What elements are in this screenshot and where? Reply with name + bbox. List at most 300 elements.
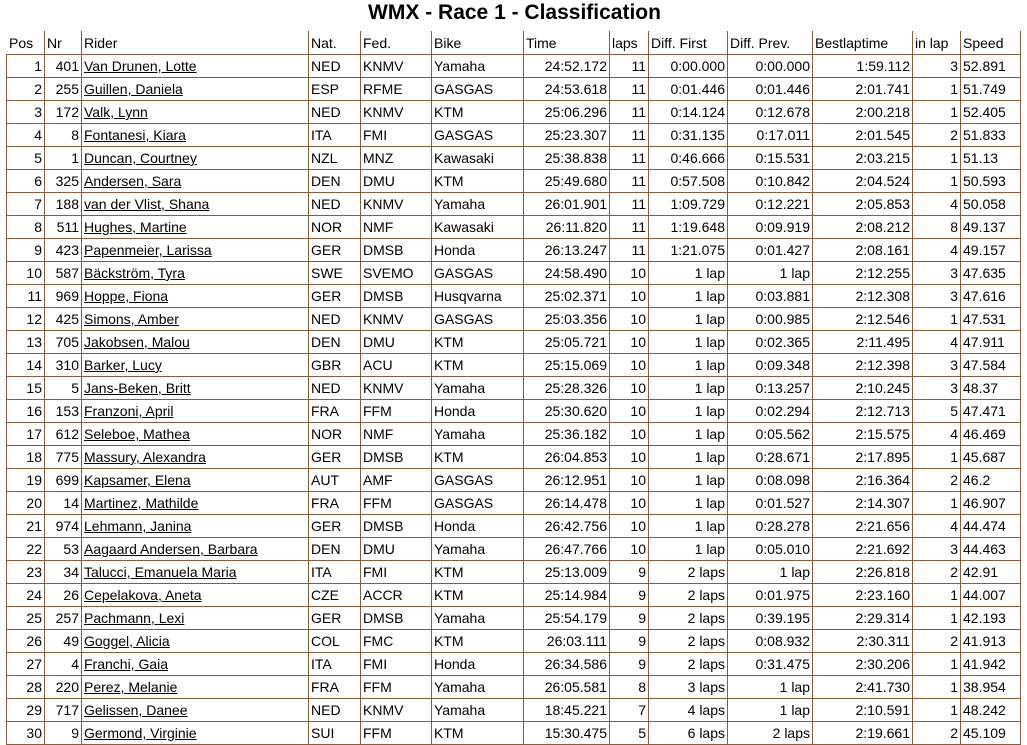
classification-table [6,31,1021,745]
cell-bestlaptime: 2:26.818 [813,561,913,584]
cell-speed: 48.37 [961,377,1021,400]
cell-pos: 22 [7,538,45,561]
cell-in-lap: 2 [913,722,961,745]
rider-link[interactable]: Van Drunen, Lotte [84,58,197,74]
cell-nr: 969 [45,285,82,308]
cell-in-lap: 1 [913,101,961,124]
cell-laps: 10 [610,538,649,561]
cell-diff-prev: 0:28.671 [728,446,813,469]
cell-time: 26:34.586 [524,653,610,676]
cell-fed: KNMV [361,193,432,216]
cell-diff-prev: 0:03.881 [728,285,813,308]
cell-nat: SUI [309,722,361,745]
cell-rider [82,722,309,745]
cell-bike: Honda [432,653,524,676]
cell-speed: 42.193 [961,607,1021,630]
cell-fed: KNMV [361,377,432,400]
cell-diff-first: 2 laps [649,561,728,584]
cell-fed: FMI [361,124,432,147]
cell-rider [82,469,309,492]
cell-laps: 10 [610,331,649,354]
cell-nr: 310 [45,354,82,377]
rider-link[interactable]: Duncan, Courtney [84,150,197,166]
cell-diff-prev: 0:31.475 [728,653,813,676]
cell-bike: Honda [432,239,524,262]
cell-laps: 11 [610,78,649,101]
rider-link[interactable]: Lehmann, Janina [84,518,192,534]
column-header-speed: Speed [961,32,1021,55]
cell-in-lap: 3 [913,538,961,561]
cell-nat: NOR [309,216,361,239]
cell-fed: AMF [361,469,432,492]
cell-nat: NZL [309,147,361,170]
cell-speed: 47.531 [961,308,1021,331]
table-row [7,722,1021,745]
cell-nr: 4 [45,653,82,676]
column-header-fed: Fed. [361,32,432,55]
cell-bike: GASGAS [432,262,524,285]
table-row [7,308,1021,331]
cell-nat: FRA [309,676,361,699]
cell-nat: COL [309,630,361,653]
cell-time: 26:14.478 [524,492,610,515]
cell-nat: NOR [309,423,361,446]
cell-diff-prev: 1 lap [728,262,813,285]
cell-fed: RFME [361,78,432,101]
cell-speed: 45.687 [961,446,1021,469]
cell-laps: 11 [610,101,649,124]
cell-laps: 10 [610,377,649,400]
cell-nr: 188 [45,193,82,216]
cell-bestlaptime: 2:19.661 [813,722,913,745]
cell-bike: GASGAS [432,492,524,515]
cell-diff-first: 1 lap [649,285,728,308]
cell-rider [82,446,309,469]
cell-nat: NED [309,101,361,124]
cell-rider [82,423,309,446]
cell-rider [82,124,309,147]
rider-link[interactable]: Barker, Lucy [84,357,162,373]
rider-link[interactable]: Franzoni, April [84,403,174,419]
cell-pos: 8 [7,216,45,239]
cell-nr: 9 [45,722,82,745]
cell-nat: DEN [309,170,361,193]
table-row [7,216,1021,239]
cell-bestlaptime: 2:12.398 [813,354,913,377]
cell-bike: Yamaha [432,676,524,699]
cell-in-lap: 1 [913,492,961,515]
cell-speed: 49.137 [961,216,1021,239]
column-header-pos: Pos [7,32,45,55]
cell-diff-first: 2 laps [649,584,728,607]
cell-nat: NED [309,308,361,331]
cell-nr: 5 [45,377,82,400]
cell-bike: KTM [432,722,524,745]
cell-laps: 11 [610,193,649,216]
cell-pos: 19 [7,469,45,492]
cell-pos: 28 [7,676,45,699]
cell-in-lap: 3 [913,354,961,377]
cell-time: 25:05.721 [524,331,610,354]
cell-rider [82,170,309,193]
cell-nr: 172 [45,101,82,124]
cell-diff-first: 1 lap [649,354,728,377]
cell-laps: 10 [610,308,649,331]
cell-in-lap: 1 [913,147,961,170]
rider-link[interactable]: Franchi, Gaia [84,656,169,672]
cell-bestlaptime: 2:16.364 [813,469,913,492]
cell-time: 25:14.984 [524,584,610,607]
rider-link[interactable]: Cepelakova, Aneta [84,587,202,603]
cell-bestlaptime: 2:15.575 [813,423,913,446]
cell-time: 25:02.371 [524,285,610,308]
cell-fed: DMU [361,538,432,561]
cell-bestlaptime: 2:21.692 [813,538,913,561]
cell-speed: 51.13 [961,147,1021,170]
cell-time: 26:12.951 [524,469,610,492]
cell-bike: Honda [432,400,524,423]
cell-bestlaptime: 2:23.160 [813,584,913,607]
rider-link[interactable]: Gelissen, Danee [84,702,188,718]
cell-bike: KTM [432,630,524,653]
cell-in-lap: 2 [913,124,961,147]
cell-pos: 4 [7,124,45,147]
cell-rider [82,55,309,78]
cell-bestlaptime: 2:03.215 [813,147,913,170]
cell-time: 25:13.009 [524,561,610,584]
cell-time: 25:15.069 [524,354,610,377]
cell-diff-prev: 1 lap [728,561,813,584]
cell-bike: Honda [432,515,524,538]
cell-nat: FRA [309,400,361,423]
cell-in-lap: 2 [913,469,961,492]
cell-diff-prev: 0:10.842 [728,170,813,193]
cell-nr: 34 [45,561,82,584]
cell-time: 25:28.326 [524,377,610,400]
column-header-laps: laps [610,32,649,55]
cell-time: 25:38.838 [524,147,610,170]
rider-link[interactable]: Massury, Alexandra [84,449,206,465]
rider-link[interactable]: Papenmeier, Larissa [84,242,212,258]
cell-pos: 15 [7,377,45,400]
cell-bestlaptime: 2:30.206 [813,653,913,676]
table-row [7,607,1021,630]
cell-fed: FFM [361,400,432,423]
cell-in-lap: 5 [913,400,961,423]
column-header-time: Time [524,32,610,55]
cell-diff-prev: 0:08.932 [728,630,813,653]
cell-laps: 11 [610,239,649,262]
cell-diff-prev: 2 laps [728,722,813,745]
cell-nr: 153 [45,400,82,423]
cell-fed: ACU [361,354,432,377]
cell-in-lap: 1 [913,699,961,722]
cell-rider [82,676,309,699]
cell-nr: 401 [45,55,82,78]
cell-pos: 20 [7,492,45,515]
rider-link[interactable]: van der Vlist, Shana [84,196,210,212]
cell-diff-prev: 0:09.919 [728,216,813,239]
cell-laps: 9 [610,607,649,630]
cell-time: 25:23.307 [524,124,610,147]
cell-bestlaptime: 2:00.218 [813,101,913,124]
cell-fed: KNMV [361,55,432,78]
cell-nat: GER [309,239,361,262]
cell-time: 24:53.618 [524,78,610,101]
rider-link[interactable]: Andersen, Sara [84,173,182,189]
cell-in-lap: 1 [913,607,961,630]
cell-speed: 42.91 [961,561,1021,584]
rider-link[interactable]: Simons, Amber [84,311,179,327]
cell-fed: DMU [361,331,432,354]
cell-pos: 7 [7,193,45,216]
cell-bike: Husqvarna [432,285,524,308]
cell-rider [82,78,309,101]
cell-nr: 1 [45,147,82,170]
cell-time: 18:45.221 [524,699,610,722]
cell-speed: 47.911 [961,331,1021,354]
cell-bestlaptime: 2:17.895 [813,446,913,469]
cell-bike: KTM [432,354,524,377]
cell-in-lap: 2 [913,561,961,584]
cell-speed: 46.907 [961,492,1021,515]
cell-rider [82,492,309,515]
table-row [7,492,1021,515]
cell-pos: 14 [7,354,45,377]
cell-nat: GER [309,515,361,538]
cell-in-lap: 4 [913,193,961,216]
rider-link[interactable]: Talucci, Emanuela Maria [84,564,237,580]
rider-link[interactable]: Valk, Lynn [84,104,148,120]
cell-bestlaptime: 2:14.307 [813,492,913,515]
cell-speed: 46.469 [961,423,1021,446]
cell-fed: DMSB [361,285,432,308]
table-row [7,331,1021,354]
rider-link[interactable]: Jakobsen, Malou [84,334,190,350]
cell-diff-prev: 0:01.446 [728,78,813,101]
cell-diff-prev: 0:17.011 [728,124,813,147]
cell-laps: 9 [610,630,649,653]
cell-laps: 10 [610,515,649,538]
column-header-in-lap: in lap [913,32,961,55]
cell-diff-first: 4 laps [649,699,728,722]
cell-nat: GER [309,285,361,308]
cell-nat: ITA [309,653,361,676]
cell-nr: 220 [45,676,82,699]
cell-bike: Yamaha [432,607,524,630]
table-row [7,193,1021,216]
cell-nr: 699 [45,469,82,492]
cell-fed: DMU [361,170,432,193]
cell-bestlaptime: 2:04.524 [813,170,913,193]
column-header-diff-first: Diff. First [649,32,728,55]
cell-diff-prev: 0:00.985 [728,308,813,331]
table-row [7,239,1021,262]
cell-speed: 49.157 [961,239,1021,262]
cell-fed: FFM [361,676,432,699]
rider-link[interactable]: Martinez, Mathilde [84,495,199,511]
cell-nr: 587 [45,262,82,285]
cell-pos: 18 [7,446,45,469]
cell-diff-prev: 0:39.195 [728,607,813,630]
rider-link[interactable]: Seleboe, Mathea [84,426,190,442]
cell-bike: GASGAS [432,308,524,331]
cell-in-lap: 1 [913,308,961,331]
cell-time: 26:04.853 [524,446,610,469]
cell-diff-prev: 0:01.975 [728,584,813,607]
rider-link[interactable]: Guillen, Daniela [84,81,183,97]
cell-in-lap: 3 [913,55,961,78]
cell-in-lap: 8 [913,216,961,239]
rider-link[interactable]: Germond, Virginie [84,725,197,741]
cell-laps: 10 [610,446,649,469]
rider-link[interactable]: Perez, Melanie [84,679,178,695]
cell-in-lap: 1 [913,170,961,193]
cell-laps: 11 [610,216,649,239]
cell-fed: SVEMO [361,262,432,285]
cell-bike: Yamaha [432,423,524,446]
cell-in-lap: 3 [913,285,961,308]
cell-pos: 26 [7,630,45,653]
table-row [7,101,1021,124]
cell-time: 25:36.182 [524,423,610,446]
cell-diff-prev: 0:08.098 [728,469,813,492]
cell-diff-prev: 0:05.562 [728,423,813,446]
cell-nat: ESP [309,78,361,101]
cell-pos: 11 [7,285,45,308]
cell-bestlaptime: 2:10.591 [813,699,913,722]
cell-fed: NMF [361,216,432,239]
rider-link[interactable]: Bäckström, Tyra [84,265,185,281]
cell-diff-first: 1 lap [649,469,728,492]
cell-diff-first: 0:14.124 [649,101,728,124]
cell-rider [82,147,309,170]
cell-nr: 8 [45,124,82,147]
rider-link[interactable]: Jans-Beken, Britt [84,380,191,396]
cell-nat: DEN [309,538,361,561]
cell-speed: 47.471 [961,400,1021,423]
cell-in-lap: 2 [913,630,961,653]
cell-bestlaptime: 2:05.853 [813,193,913,216]
cell-bike: Yamaha [432,538,524,561]
cell-diff-prev: 0:01.427 [728,239,813,262]
cell-bestlaptime: 2:11.495 [813,331,913,354]
cell-diff-first: 1 lap [649,446,728,469]
rider-link[interactable]: Hughes, Martine [84,219,187,235]
cell-bike: KTM [432,561,524,584]
cell-bike: GASGAS [432,78,524,101]
cell-nat: DEN [309,331,361,354]
cell-rider [82,101,309,124]
cell-laps: 10 [610,400,649,423]
cell-bestlaptime: 2:21.656 [813,515,913,538]
cell-nr: 26 [45,584,82,607]
cell-diff-first: 0:31.135 [649,124,728,147]
cell-bike: KTM [432,446,524,469]
cell-rider [82,285,309,308]
cell-diff-first: 1:19.648 [649,216,728,239]
cell-bike: KTM [432,584,524,607]
cell-laps: 7 [610,699,649,722]
cell-diff-first: 1 lap [649,331,728,354]
cell-diff-first: 1 lap [649,377,728,400]
cell-diff-first: 1:09.729 [649,193,728,216]
cell-bike: KTM [432,331,524,354]
cell-time: 25:49.680 [524,170,610,193]
table-row [7,446,1021,469]
cell-pos: 3 [7,101,45,124]
column-header-nr: Nr [45,32,82,55]
cell-laps: 10 [610,469,649,492]
header-row [7,32,1021,55]
rider-link[interactable]: Pachmann, Lexi [84,610,185,626]
cell-rider [82,308,309,331]
cell-nr: 53 [45,538,82,561]
rider-link[interactable]: Goggel, Alicia [84,633,170,649]
cell-pos: 12 [7,308,45,331]
cell-rider [82,377,309,400]
table-row [7,124,1021,147]
cell-fed: DMSB [361,446,432,469]
cell-time: 26:11.820 [524,216,610,239]
cell-fed: KNMV [361,101,432,124]
rider-link[interactable]: Kapsamer, Elena [84,472,191,488]
cell-diff-prev: 0:02.365 [728,331,813,354]
cell-diff-prev: 0:15.531 [728,147,813,170]
cell-bestlaptime: 2:41.730 [813,676,913,699]
cell-bestlaptime: 2:12.546 [813,308,913,331]
table-row [7,469,1021,492]
cell-diff-prev: 0:09.348 [728,354,813,377]
cell-laps: 11 [610,147,649,170]
cell-speed: 44.007 [961,584,1021,607]
cell-diff-first: 1 lap [649,262,728,285]
cell-speed: 50.058 [961,193,1021,216]
cell-nr: 717 [45,699,82,722]
cell-nat: ITA [309,124,361,147]
cell-bestlaptime: 2:08.161 [813,239,913,262]
cell-nat: SWE [309,262,361,285]
cell-diff-first: 2 laps [649,653,728,676]
cell-pos: 5 [7,147,45,170]
rider-link[interactable]: Fontanesi, Kiara [84,127,186,143]
cell-pos: 13 [7,331,45,354]
cell-diff-prev: 0:28.278 [728,515,813,538]
table-row [7,538,1021,561]
cell-diff-prev: 0:05.010 [728,538,813,561]
rider-link[interactable]: Aagaard Andersen, Barbara [84,541,258,557]
cell-in-lap: 3 [913,377,961,400]
cell-fed: KNMV [361,699,432,722]
cell-speed: 44.474 [961,515,1021,538]
cell-diff-first: 2 laps [649,630,728,653]
cell-rider [82,538,309,561]
table-row [7,78,1021,101]
cell-laps: 10 [610,354,649,377]
cell-diff-first: 6 laps [649,722,728,745]
cell-in-lap: 1 [913,446,961,469]
cell-nr: 255 [45,78,82,101]
rider-link[interactable]: Hoppe, Fiona [84,288,169,304]
cell-pos: 30 [7,722,45,745]
cell-bestlaptime: 2:10.245 [813,377,913,400]
cell-bestlaptime: 2:01.545 [813,124,913,147]
cell-diff-first: 1 lap [649,538,728,561]
table-row [7,55,1021,78]
cell-nr: 775 [45,446,82,469]
table-row [7,400,1021,423]
cell-nat: NED [309,377,361,400]
